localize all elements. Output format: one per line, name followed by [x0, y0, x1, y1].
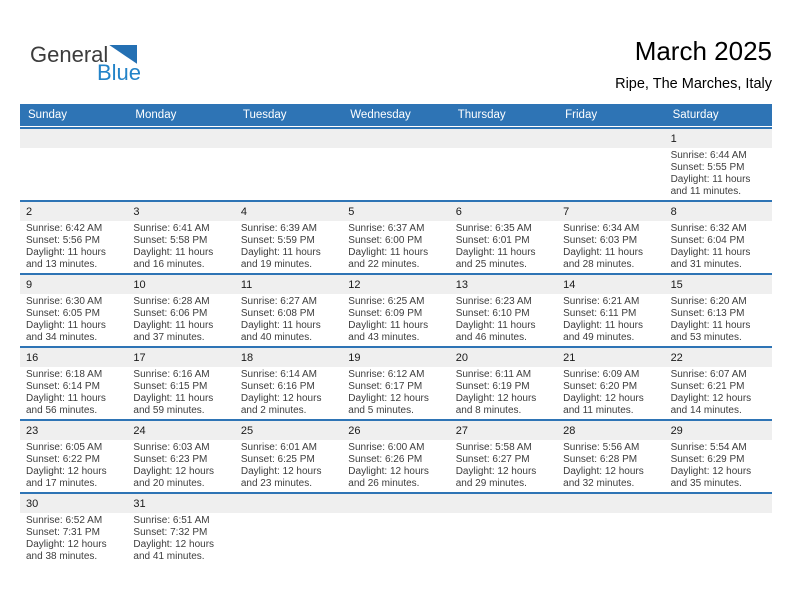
- sunset-text: Sunset: 6:10 PM: [455, 307, 530, 319]
- logo-text-general: General: [30, 42, 109, 67]
- day-details: [20, 148, 127, 150]
- sunrise-text: Sunrise: 6:51 AM: [133, 515, 210, 526]
- daylight-text: Daylight: 11 hours and 16 minutes.: [133, 246, 214, 270]
- day-number-empty: [127, 129, 234, 148]
- sunrise-text: Sunrise: 6:34 AM: [563, 223, 640, 234]
- day-cell-21: [557, 348, 664, 419]
- day-number: 12: [342, 275, 449, 294]
- week-row-5: [20, 419, 772, 492]
- daylight-text: Daylight: 12 hours and 38 minutes.: [26, 538, 107, 562]
- day-cell-16: [20, 348, 127, 419]
- sunset-text: Sunset: 6:25 PM: [240, 453, 315, 465]
- sunrise-text: Sunrise: 6:27 AM: [240, 296, 317, 307]
- day-details: [450, 148, 557, 150]
- day-number: 19: [342, 348, 449, 367]
- day-details: [342, 221, 449, 271]
- sunset-text: Sunset: 6:26 PM: [348, 453, 423, 465]
- day-cell-24: [127, 421, 234, 492]
- day-number: 13: [450, 275, 557, 294]
- day-cell-5: [342, 202, 449, 273]
- day-number-empty: [20, 129, 127, 148]
- sunset-text: Sunset: 6:01 PM: [455, 234, 530, 246]
- empty-day-cell: [450, 494, 557, 565]
- day-number: 27: [450, 421, 557, 440]
- empty-day-cell: [235, 129, 342, 200]
- sunrise-text: Sunrise: 6:42 AM: [26, 223, 103, 234]
- day-number: 7: [557, 202, 664, 221]
- week-row-3: [20, 273, 772, 346]
- sunrise-text: Sunrise: 6:14 AM: [240, 369, 317, 380]
- day-number: 29: [665, 421, 772, 440]
- day-number: 23: [20, 421, 127, 440]
- day-cell-1: [665, 129, 772, 200]
- daylight-text: Daylight: 12 hours and 17 minutes.: [26, 465, 107, 489]
- sunrise-text: Sunrise: 6:32 AM: [670, 223, 747, 234]
- day-details: [235, 367, 342, 417]
- day-details: [450, 294, 557, 344]
- empty-day-cell: [557, 494, 664, 565]
- day-details: [20, 513, 127, 563]
- day-number-empty: [665, 494, 772, 513]
- daylight-text: Daylight: 11 hours and 22 minutes.: [348, 246, 429, 270]
- day-number: 22: [665, 348, 772, 367]
- weekday-header-monday: Monday: [135, 109, 177, 121]
- sunset-text: Sunset: 6:27 PM: [455, 453, 530, 465]
- day-number: 31: [127, 494, 234, 513]
- day-number: 21: [557, 348, 664, 367]
- day-details: [235, 221, 342, 271]
- day-number-empty: [235, 129, 342, 148]
- weekday-header-thursday: Thursday: [457, 109, 506, 121]
- daylight-text: Daylight: 11 hours and 31 minutes.: [670, 246, 751, 270]
- day-cell-28: [557, 421, 664, 492]
- day-details: [20, 367, 127, 417]
- sunset-text: Sunset: 6:03 PM: [563, 234, 638, 246]
- daylight-text: Daylight: 12 hours and 14 minutes.: [670, 392, 752, 416]
- day-details: [450, 513, 557, 515]
- day-number: 30: [20, 494, 127, 513]
- daylight-text: Daylight: 11 hours and 46 minutes.: [455, 319, 536, 343]
- sunset-text: Sunset: 6:22 PM: [26, 453, 100, 465]
- weekday-header-row: [20, 104, 772, 126]
- sunrise-text: Sunrise: 5:58 AM: [455, 442, 532, 453]
- day-cell-22: [665, 348, 772, 419]
- sunset-text: Sunset: 6:21 PM: [670, 380, 745, 392]
- sunset-text: Sunset: 7:32 PM: [133, 526, 208, 538]
- daylight-text: Daylight: 12 hours and 29 minutes.: [455, 465, 537, 489]
- day-cell-15: [665, 275, 772, 346]
- day-number: 5: [342, 202, 449, 221]
- day-number: 11: [235, 275, 342, 294]
- weekday-header-friday: Friday: [565, 109, 598, 121]
- day-cell-3: [127, 202, 234, 273]
- sunset-text: Sunset: 6:09 PM: [348, 307, 423, 319]
- sunrise-text: Sunrise: 5:56 AM: [563, 442, 640, 453]
- sunset-text: Sunset: 5:58 PM: [133, 234, 208, 246]
- day-cell-2: [20, 202, 127, 273]
- day-cell-9: [20, 275, 127, 346]
- day-cell-19: [342, 348, 449, 419]
- day-details: [127, 148, 234, 150]
- sunset-text: Sunset: 6:15 PM: [133, 380, 208, 392]
- daylight-text: Daylight: 11 hours and 13 minutes.: [26, 246, 106, 270]
- sunrise-text: Sunrise: 5:54 AM: [670, 442, 747, 453]
- sunset-text: Sunset: 6:14 PM: [26, 380, 100, 392]
- daylight-text: Daylight: 11 hours and 19 minutes.: [240, 246, 321, 270]
- day-cell-7: [557, 202, 664, 273]
- empty-day-cell: [235, 494, 342, 565]
- daylight-text: Daylight: 12 hours and 32 minutes.: [563, 465, 644, 489]
- week-row-4: [20, 346, 772, 419]
- day-cell-13: [450, 275, 557, 346]
- day-cell-31: [127, 494, 234, 565]
- day-details: [20, 221, 127, 271]
- sunrise-text: Sunrise: 6:00 AM: [348, 442, 425, 453]
- day-cell-20: [450, 348, 557, 419]
- daylight-text: Daylight: 12 hours and 11 minutes.: [563, 392, 644, 416]
- day-number-empty: [557, 494, 664, 513]
- day-number: 14: [557, 275, 664, 294]
- daylight-text: Daylight: 11 hours and 59 minutes.: [133, 392, 214, 416]
- weekday-header-sunday: Sunday: [28, 109, 68, 121]
- sunrise-text: Sunrise: 6:01 AM: [240, 442, 317, 453]
- day-cell-12: [342, 275, 449, 346]
- sunset-text: Sunset: 6:16 PM: [240, 380, 315, 392]
- day-details: [127, 440, 234, 490]
- sunset-text: Sunset: 6:23 PM: [133, 453, 208, 465]
- daylight-text: Daylight: 11 hours and 28 minutes.: [563, 246, 643, 270]
- title-block: [615, 36, 772, 92]
- day-cell-4: [235, 202, 342, 273]
- daylight-text: Daylight: 11 hours and 37 minutes.: [133, 319, 214, 343]
- daylight-text: Daylight: 11 hours and 56 minutes.: [26, 392, 106, 416]
- day-cell-25: [235, 421, 342, 492]
- day-details: [665, 221, 772, 271]
- sunset-text: Sunset: 7:31 PM: [26, 526, 100, 538]
- empty-day-cell: [665, 494, 772, 565]
- day-number: 16: [20, 348, 127, 367]
- month-title: March 2025: [634, 36, 772, 66]
- daylight-text: Daylight: 12 hours and 8 minutes.: [455, 392, 537, 416]
- day-details: [20, 294, 127, 344]
- day-details: [665, 294, 772, 344]
- sunset-text: Sunset: 6:28 PM: [563, 453, 638, 465]
- sunset-text: Sunset: 5:55 PM: [670, 161, 745, 173]
- day-number: 26: [342, 421, 449, 440]
- day-details: [557, 294, 664, 344]
- day-details: [127, 221, 234, 271]
- sunset-text: Sunset: 6:17 PM: [348, 380, 423, 392]
- sunset-text: Sunset: 6:06 PM: [133, 307, 208, 319]
- sunrise-text: Sunrise: 6:37 AM: [348, 223, 425, 234]
- day-number: 28: [557, 421, 664, 440]
- day-details: [450, 440, 557, 490]
- day-number: 25: [235, 421, 342, 440]
- day-number-empty: [450, 129, 557, 148]
- daylight-text: Daylight: 11 hours and 53 minutes.: [670, 319, 751, 343]
- day-cell-23: [20, 421, 127, 492]
- daylight-text: Daylight: 12 hours and 35 minutes.: [670, 465, 752, 489]
- day-cell-18: [235, 348, 342, 419]
- daylight-text: Daylight: 12 hours and 23 minutes.: [240, 465, 322, 489]
- day-details: [235, 294, 342, 344]
- day-details: [557, 440, 664, 490]
- daylight-text: Daylight: 12 hours and 20 minutes.: [133, 465, 215, 489]
- empty-day-cell: [450, 129, 557, 200]
- weekday-header-saturday: Saturday: [672, 109, 719, 121]
- day-number: 2: [20, 202, 127, 221]
- day-details: [450, 367, 557, 417]
- day-cell-17: [127, 348, 234, 419]
- day-number: 6: [450, 202, 557, 221]
- day-number: 24: [127, 421, 234, 440]
- sunrise-text: Sunrise: 6:28 AM: [133, 296, 210, 307]
- day-details: [235, 148, 342, 150]
- day-details: [665, 440, 772, 490]
- day-details: [342, 367, 449, 417]
- day-details: [127, 513, 234, 563]
- day-number-empty: [342, 129, 449, 148]
- daylight-text: Daylight: 11 hours and 49 minutes.: [563, 319, 643, 343]
- sunrise-text: Sunrise: 6:41 AM: [133, 223, 210, 234]
- day-cell-6: [450, 202, 557, 273]
- day-details: [557, 513, 664, 515]
- day-details: [342, 294, 449, 344]
- day-details: [557, 367, 664, 417]
- logo-text-blue: Blue: [97, 60, 142, 85]
- day-cell-10: [127, 275, 234, 346]
- day-number-empty: [450, 494, 557, 513]
- daylight-text: Daylight: 12 hours and 5 minutes.: [348, 392, 429, 416]
- sunrise-text: Sunrise: 6:39 AM: [240, 223, 317, 234]
- sunrise-text: Sunrise: 6:21 AM: [563, 296, 640, 307]
- day-cell-26: [342, 421, 449, 492]
- day-details: [665, 148, 772, 198]
- day-details: [665, 367, 772, 417]
- sunrise-text: Sunrise: 6:09 AM: [563, 369, 640, 380]
- day-cell-27: [450, 421, 557, 492]
- day-number: 1: [665, 129, 772, 148]
- sunset-text: Sunset: 6:11 PM: [563, 307, 637, 319]
- sunrise-text: Sunrise: 6:52 AM: [26, 515, 103, 526]
- sunrise-text: Sunrise: 6:25 AM: [348, 296, 425, 307]
- sunrise-text: Sunrise: 6:20 AM: [670, 296, 747, 307]
- day-details: [665, 513, 772, 515]
- sunset-text: Sunset: 6:05 PM: [26, 307, 100, 319]
- day-details: [127, 294, 234, 344]
- day-number: 10: [127, 275, 234, 294]
- day-number-empty: [557, 129, 664, 148]
- sunrise-text: Sunrise: 6:35 AM: [455, 223, 532, 234]
- day-cell-30: [20, 494, 127, 565]
- day-cell-29: [665, 421, 772, 492]
- sunset-text: Sunset: 6:13 PM: [670, 307, 745, 319]
- day-details: [557, 148, 664, 150]
- daylight-text: Daylight: 12 hours and 2 minutes.: [240, 392, 322, 416]
- day-number: 18: [235, 348, 342, 367]
- sunrise-text: Sunrise: 6:12 AM: [348, 369, 425, 380]
- daylight-text: Daylight: 12 hours and 26 minutes.: [348, 465, 429, 489]
- daylight-text: Daylight: 11 hours and 40 minutes.: [240, 319, 321, 343]
- day-number: 17: [127, 348, 234, 367]
- day-number: 15: [665, 275, 772, 294]
- calendar-grid: [20, 127, 772, 565]
- week-row-2: [20, 200, 772, 273]
- empty-day-cell: [127, 129, 234, 200]
- empty-day-cell: [342, 494, 449, 565]
- day-cell-11: [235, 275, 342, 346]
- day-cell-14: [557, 275, 664, 346]
- sunrise-text: Sunrise: 6:18 AM: [26, 369, 103, 380]
- empty-day-cell: [20, 129, 127, 200]
- sunrise-text: Sunrise: 6:07 AM: [670, 369, 747, 380]
- daylight-text: Daylight: 11 hours and 11 minutes.: [670, 173, 751, 197]
- day-number: 8: [665, 202, 772, 221]
- day-details: [342, 440, 449, 490]
- general-blue-logo: [30, 44, 141, 84]
- day-number-empty: [342, 494, 449, 513]
- day-details: [235, 513, 342, 515]
- location-subtitle: Ripe, The Marches, Italy: [615, 76, 772, 92]
- sunset-text: Sunset: 6:19 PM: [455, 380, 530, 392]
- sunrise-text: Sunrise: 6:05 AM: [26, 442, 103, 453]
- sunset-text: Sunset: 6:20 PM: [563, 380, 638, 392]
- day-details: [342, 148, 449, 150]
- sunrise-text: Sunrise: 6:11 AM: [455, 369, 532, 380]
- day-details: [20, 440, 127, 490]
- sunset-text: Sunset: 6:08 PM: [240, 307, 315, 319]
- day-number: 9: [20, 275, 127, 294]
- empty-day-cell: [557, 129, 664, 200]
- daylight-text: Daylight: 11 hours and 25 minutes.: [455, 246, 536, 270]
- sunset-text: Sunset: 5:56 PM: [26, 234, 100, 246]
- sunset-text: Sunset: 5:59 PM: [240, 234, 315, 246]
- day-cell-8: [665, 202, 772, 273]
- daylight-text: Daylight: 11 hours and 34 minutes.: [26, 319, 106, 343]
- day-number: 4: [235, 202, 342, 221]
- week-row-6: [20, 492, 772, 565]
- sunrise-text: Sunrise: 6:16 AM: [133, 369, 210, 380]
- weekday-header-tuesday: Tuesday: [242, 109, 287, 121]
- sunrise-text: Sunrise: 6:03 AM: [133, 442, 210, 453]
- sunrise-text: Sunrise: 6:23 AM: [455, 296, 532, 307]
- sunrise-text: Sunrise: 6:30 AM: [26, 296, 103, 307]
- sunset-text: Sunset: 6:00 PM: [348, 234, 423, 246]
- day-details: [557, 221, 664, 271]
- sunrise-text: Sunrise: 6:44 AM: [670, 150, 747, 161]
- sunset-text: Sunset: 6:04 PM: [670, 234, 745, 246]
- day-details: [342, 513, 449, 515]
- weekday-header-wednesday: Wednesday: [350, 109, 411, 121]
- day-number: 20: [450, 348, 557, 367]
- day-number: 3: [127, 202, 234, 221]
- daylight-text: Daylight: 12 hours and 41 minutes.: [133, 538, 215, 562]
- week-row-1: [20, 127, 772, 200]
- day-details: [235, 440, 342, 490]
- sunset-text: Sunset: 6:29 PM: [670, 453, 745, 465]
- day-details: [450, 221, 557, 271]
- day-details: [127, 367, 234, 417]
- day-number-empty: [235, 494, 342, 513]
- empty-day-cell: [342, 129, 449, 200]
- daylight-text: Daylight: 11 hours and 43 minutes.: [348, 319, 429, 343]
